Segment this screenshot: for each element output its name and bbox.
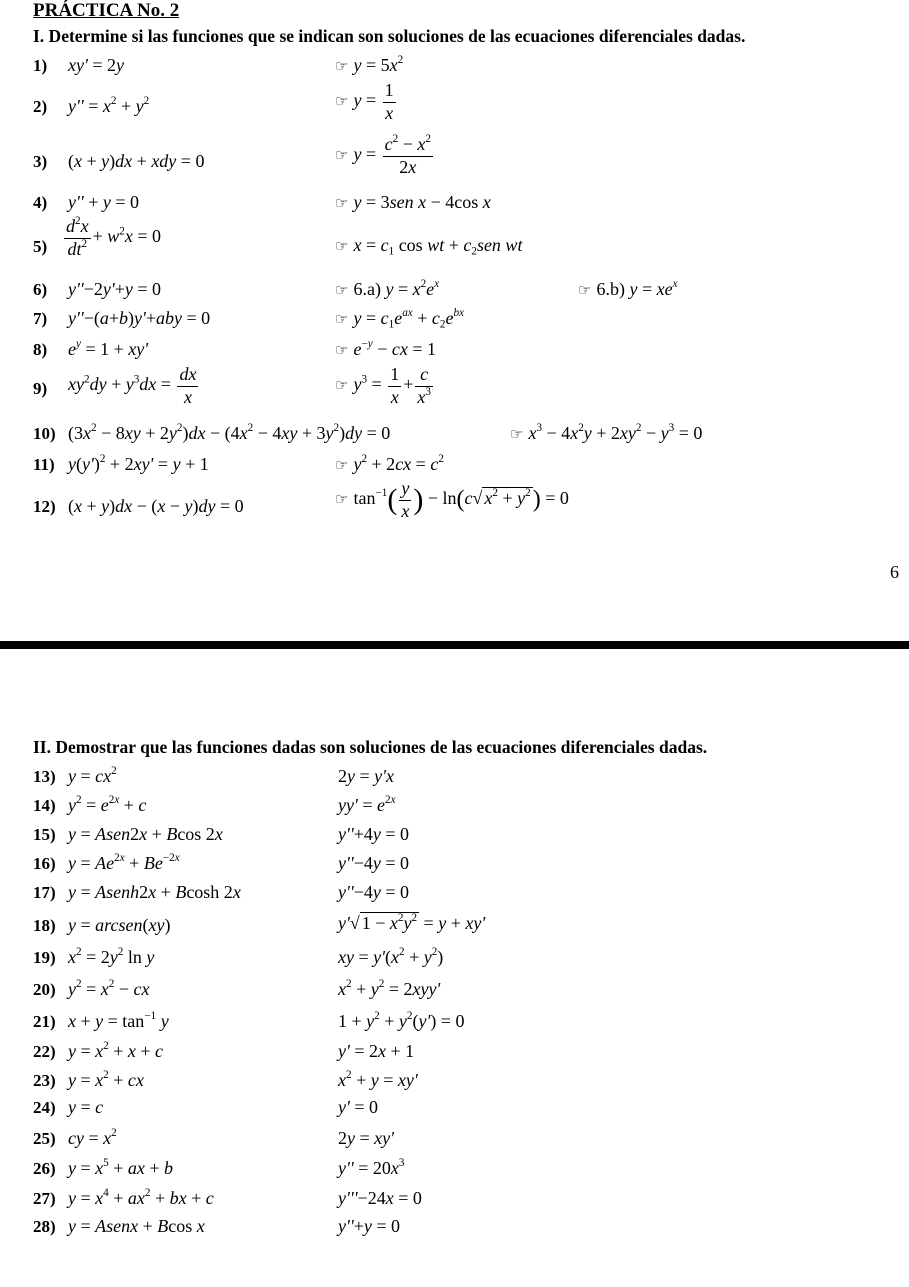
- pointing-hand-icon: ☞: [335, 148, 349, 165]
- item-28-equation: y''+y = 0: [338, 1216, 401, 1236]
- pointing-hand-icon: ☞: [335, 196, 349, 212]
- item-12-solution: ☞ $\tan^{-1}$( $\frac{y}{x}$ ) − ln(c√ $x^2 + y^2) = 0$: [335, 478, 569, 521]
- pointing-hand-icon: ☞: [335, 343, 349, 359]
- item-4-equation: y'' + y = 0: [68, 192, 140, 212]
- item-6a-solution: ☞ 6.a) $y = x^2e^x$: [335, 278, 440, 299]
- pointing-hand-icon: ☞: [335, 239, 349, 255]
- item-17-equation: y''−4y = 0: [338, 882, 410, 902]
- item-5-equation: $\frac{d^2x}{dt^2}$ + $w^2x = 0$: [66, 215, 161, 259]
- item-7-solution: ☞ $y = c_1e^{ax} + c_2e^{bx}$: [335, 307, 464, 331]
- item-10-solution: ☞ $x^3 - 4x^2y + 2xy^2 - y^3 = 0$: [510, 422, 703, 443]
- item-1-equation: xy' = 2y: [68, 55, 124, 75]
- item-26-number: 26): [33, 1159, 56, 1178]
- item-9-number: 9): [33, 379, 48, 398]
- item-23-number: 23): [33, 1071, 56, 1090]
- item-2-number: 2): [33, 97, 48, 116]
- item-7-number: 7): [33, 309, 48, 328]
- item-23-equation: $x^2 + y = xy'$: [338, 1069, 418, 1090]
- item-5-number: 5): [33, 237, 48, 256]
- item-8-number: 8): [33, 340, 48, 359]
- item-26-equation: $y'' = 20x^3$: [338, 1157, 405, 1178]
- item-22-function: $y = x^2 + x + c$: [68, 1040, 164, 1061]
- item-19-number: 19): [33, 948, 56, 967]
- item-26-function: $y = x^5$ + ax + b: [68, 1157, 174, 1178]
- item-19-function: $x^2 = 2y^2$ ln y: [68, 946, 155, 967]
- item-13-number: 13): [33, 767, 56, 786]
- label-6a: 6.a): [353, 279, 381, 299]
- item-11-solution: ☞ $y^2 + 2cx = c^2$: [335, 453, 444, 474]
- item-11-equation: $y(y')^2 + 2xy' = y + 1$: [68, 453, 209, 474]
- item-1-solution: ☞ $y = 5x^2$: [335, 54, 404, 75]
- pointing-hand-icon: ☞: [578, 283, 592, 299]
- item-25-function: cy = $x^2$: [68, 1127, 117, 1148]
- item-11-number: 11): [33, 455, 55, 474]
- item-6b-solution: ☞ 6.b) $y = xe^x$: [578, 278, 678, 299]
- pointing-hand-icon: ☞: [335, 59, 349, 75]
- item-3-number: 3): [33, 152, 48, 171]
- item-23-function: $y = x^2$ + cx: [68, 1069, 144, 1090]
- item-2-solution: ☞ y = $\frac{1}{x}$: [335, 80, 394, 123]
- item-5-solution: ☞ $x = c_1$ cos wt + $c_2sen$ wt: [335, 235, 523, 258]
- item-21-equation: $1 + y^2 + y^2(y') = 0$: [338, 1010, 465, 1031]
- item-20-number: 20): [33, 980, 56, 999]
- item-10-equation: $(3x^2 - 8xy + 2y^2)dx - (4x^2 - 4xy + 3y^2)dy = 0$: [68, 422, 391, 443]
- item-20-function: $y^2 = x^2$ − cx: [68, 978, 150, 999]
- item-24-equation: y' = 0: [338, 1097, 378, 1117]
- item-19-equation: xy = $y'(x^2 + y^2)$: [338, 946, 444, 967]
- item-1-number: 1): [33, 56, 48, 75]
- page-divider: [0, 641, 909, 649]
- pointing-hand-icon: ☞: [335, 492, 349, 509]
- pointing-hand-icon: ☞: [335, 458, 349, 474]
- item-14-function: $y^2 = e^{2x} + c$: [68, 794, 147, 815]
- label-6b: 6.b): [596, 279, 625, 299]
- item-27-number: 27): [33, 1189, 56, 1208]
- item-10-number: 10): [33, 424, 56, 443]
- item-15-equation: y''+4y = 0: [338, 824, 410, 844]
- item-16-equation: y''−4y = 0: [338, 853, 410, 873]
- page-title: PRÁCTICA No. 2: [33, 0, 180, 21]
- item-9-solution: ☞ $y^3$ = $\frac{1}{x}$ + $\frac{c}{x^3}$: [335, 364, 431, 407]
- item-12-equation: (x + y)dx − (x − y)dy = 0: [68, 496, 244, 516]
- item-21-function: $x + y = \tan^{-1} y$: [68, 1010, 169, 1031]
- item-8-equation: $e^y = 1 + xy'$: [68, 338, 149, 359]
- item-15-function: y = Asen2x + Bcos 2x: [68, 824, 223, 844]
- item-9-equation: $xy^2dy + y^3dx$ = $\frac{dx}{x}$: [68, 364, 197, 407]
- item-17-function: y = Asenh2x + Bcosh 2x: [68, 882, 241, 902]
- page-number: 6: [890, 562, 899, 582]
- section-2-heading: II. Demostrar que las funciones dadas son soluciones de las ecuaciones diferenciales dadas.: [33, 737, 708, 757]
- item-21-number: 21): [33, 1012, 56, 1031]
- item-18-number: 18): [33, 916, 56, 935]
- item-3-solution: ☞ y = $\frac{c^2 - x^2}{2x}$: [335, 133, 431, 177]
- item-2-equation: $y'' = x^2 + y^2$: [68, 95, 150, 116]
- item-8-solution: ☞ $e^{-y}$ − cx = 1: [335, 338, 436, 359]
- item-7-equation: y''−(a+b)y'+aby = 0: [68, 308, 211, 328]
- item-13-function: $y = cx^2$: [68, 765, 117, 786]
- item-28-number: 28): [33, 1217, 56, 1236]
- pointing-hand-icon: ☞: [335, 283, 349, 299]
- item-18-function: y = arcsen(xy): [68, 915, 171, 935]
- item-3-equation: (x + y)dx + xdy = 0: [68, 151, 205, 171]
- item-4-number: 4): [33, 193, 48, 212]
- item-17-number: 17): [33, 883, 56, 902]
- pointing-hand-icon: ☞: [510, 427, 524, 443]
- item-16-number: 16): [33, 854, 56, 873]
- item-25-equation: 2y = xy': [338, 1128, 394, 1148]
- item-24-number: 24): [33, 1098, 56, 1117]
- item-22-equation: y' = 2x + 1: [338, 1041, 415, 1061]
- section-1-heading: I. Determine si las funciones que se indican son soluciones de las ecuaciones diferenciales dadas.: [33, 26, 746, 46]
- item-16-function: $y = Ae^{2x} + Be^{-2x}$: [68, 852, 180, 873]
- item-14-number: 14): [33, 796, 56, 815]
- item-12-number: 12): [33, 497, 56, 516]
- item-15-number: 15): [33, 825, 56, 844]
- item-4-solution: ☞ y = 3sen x − 4cos x: [335, 192, 491, 212]
- item-14-equation: $yy' = e^{2x}$: [338, 794, 396, 815]
- item-25-number: 25): [33, 1129, 56, 1148]
- pointing-hand-icon: ☞: [335, 94, 349, 111]
- item-27-equation: y'''−24x = 0: [338, 1188, 422, 1208]
- item-6-equation: y''−2y'+y = 0: [68, 279, 162, 299]
- item-27-function: $y = x^4 + ax^2$ + bx + c: [68, 1187, 214, 1208]
- item-6-number: 6): [33, 280, 48, 299]
- item-22-number: 22): [33, 1042, 56, 1061]
- pointing-hand-icon: ☞: [335, 378, 349, 395]
- item-24-function: y = c: [68, 1097, 104, 1117]
- item-13-equation: 2y = y'x: [338, 766, 394, 786]
- pointing-hand-icon: ☞: [335, 312, 349, 328]
- item-28-function: y = Asenx + Bcos x: [68, 1216, 205, 1236]
- item-18-equation: y'√ $1 - x^2y^2 = y + xy'$: [338, 912, 486, 933]
- item-20-equation: $x^2 + y^2 = 2xyy'$: [338, 978, 441, 999]
